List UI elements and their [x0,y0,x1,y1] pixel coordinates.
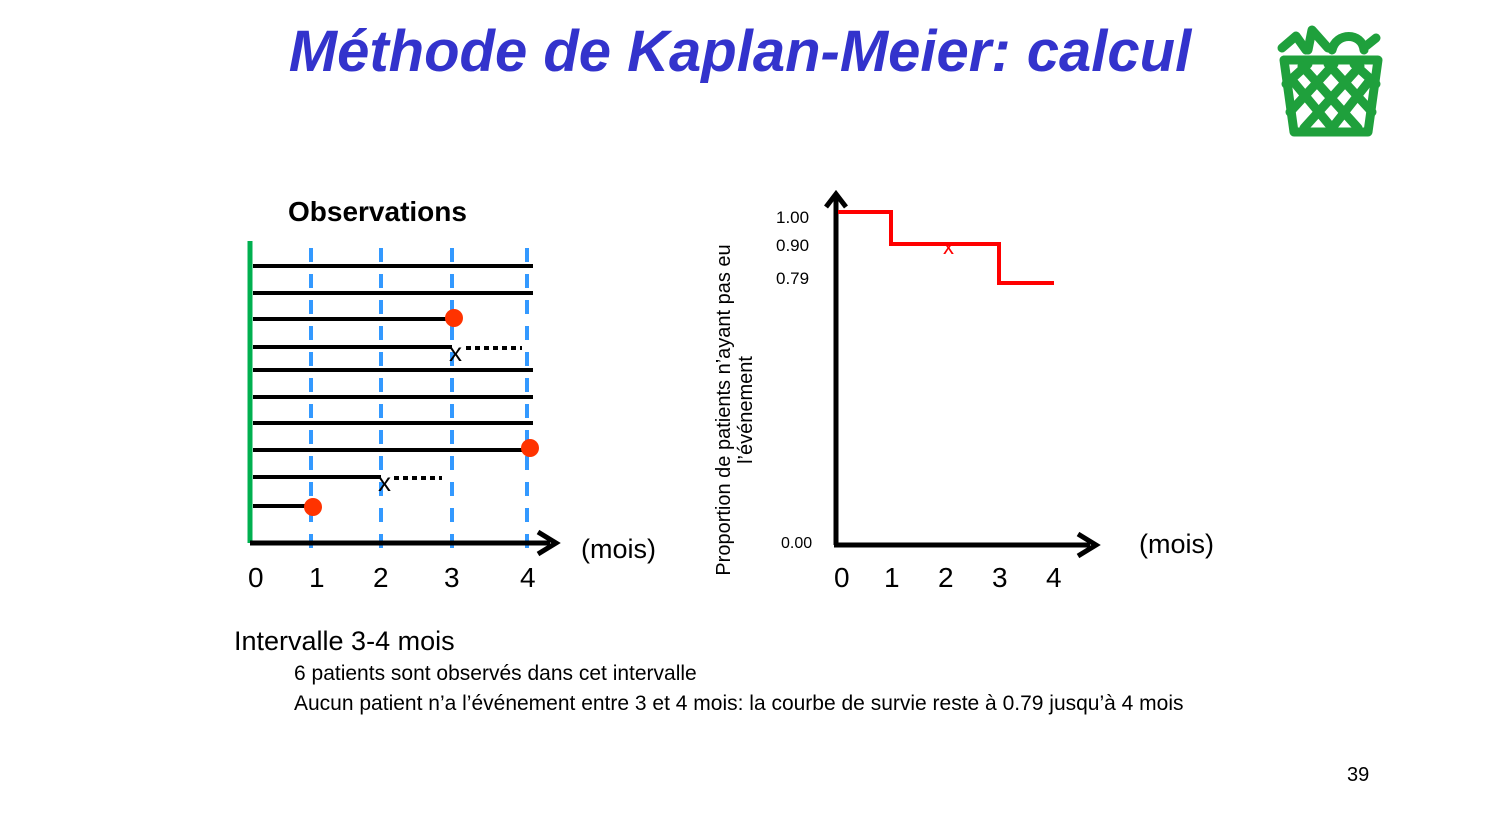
observations-diagram [250,241,556,555]
event-dot [521,439,539,457]
observations-title: Observations [288,196,467,227]
km-x-tick-2: 2 [938,562,954,593]
obs-x-unit: (mois) [581,534,656,564]
km-x-tick-4: 4 [1046,562,1062,593]
km-y-axis-title: Proportion de patients n’ayant pas eu l’événement [713,244,757,576]
obs-x-tick-4: 4 [520,562,536,593]
km-y-tick-0.00: 0.00 [781,535,813,552]
event-dot [445,309,463,327]
notes-heading: Intervalle 3-4 mois [234,626,455,656]
km-y-tick-0.79: 0.79 [776,269,810,288]
event-dot [304,498,322,516]
censor-mark: x [449,337,462,367]
km-x-unit: (mois) [1139,529,1214,559]
km-x-tick-0: 0 [834,562,850,593]
notes-line-1: 6 patients sont observés dans cet intervalle [294,662,697,685]
km-censor-mark: x [943,234,954,259]
page-number: 39 [1347,764,1370,786]
km-x-tick-3: 3 [992,562,1008,593]
km-chart [826,194,1096,556]
obs-x-tick-0: 0 [248,562,264,593]
km-y-tick-1.00: 1.00 [776,208,810,227]
obs-x-tick-1: 1 [309,562,325,593]
km-x-tick-1: 1 [884,562,900,593]
notes-line-2: Aucun patient n’a l’événement entre 3 et 4 mois: la courbe de survie reste à 0.79 jusqu’à 4 mois [294,692,1184,715]
slide-title: Méthode de Kaplan-Meier: calcul [288,19,1192,84]
obs-x-tick-3: 3 [444,562,460,593]
km-y-tick-0.90: 0.90 [776,236,810,255]
obs-x-tick-2: 2 [373,562,389,593]
censor-mark: x [378,467,391,497]
